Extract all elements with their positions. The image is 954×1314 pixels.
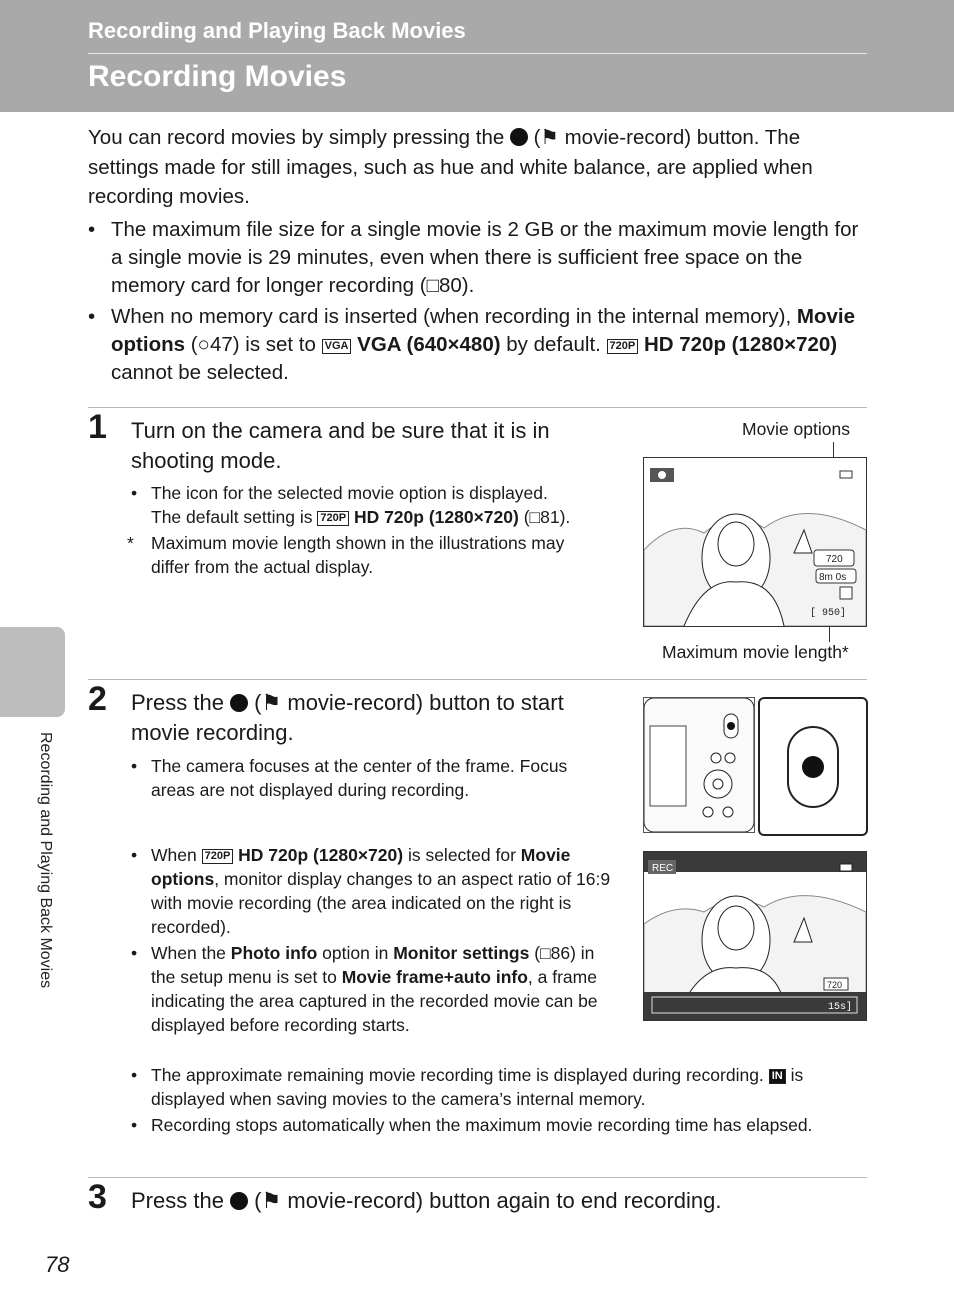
record-button-icon <box>510 128 528 146</box>
step-1-footnote: * Maximum movie length shown in the illustrations may differ from the actual display. <box>131 531 581 579</box>
shooting-screen-graphic <box>644 458 866 626</box>
step-1-title: Turn on the camera and be sure that it is in shooting mode. <box>131 418 550 473</box>
step-1-notes <box>131 481 581 581</box>
hd720-format-icon: 720P <box>607 339 639 354</box>
book-ref-icon: □ <box>426 274 439 297</box>
vga-format-icon: VGA <box>322 339 352 354</box>
movie-camera-icon: ⚑ <box>261 690 282 715</box>
camera-back-illustration <box>643 697 755 833</box>
recording-screen-graphic <box>644 852 866 1020</box>
record-button-zoom <box>758 697 868 836</box>
step-2-focus-note: • The camera focuses at the center of the frame. Focus areas are not displayed during recording. <box>131 754 606 802</box>
step-3-title: Press the (⚑ movie-record) button again to end recording. <box>131 1188 722 1213</box>
internal-memory-icon: IN <box>769 1069 786 1084</box>
section-header <box>0 0 954 112</box>
header-rule <box>88 53 867 54</box>
step-2-photo-info-note: • When the Photo info option in Monitor settings (□86) in the setup menu is set to Movie frame+auto info, a frame indicating the area captured in the recorded movie can be displayed before recording starts. <box>131 941 617 1037</box>
hd720-format-icon: 720P <box>317 511 349 526</box>
movie-camera-icon: ⚑ <box>261 1188 282 1213</box>
menu-ref-icon: ○ <box>197 333 210 356</box>
battery-icon <box>840 471 852 478</box>
book-ref-icon: □ <box>540 943 551 963</box>
record-dot-large <box>802 756 824 778</box>
step-2-notes-c <box>131 1063 871 1139</box>
record-button-icon <box>230 694 248 712</box>
section-title: Recording and Playing Back Movies <box>88 18 466 43</box>
step-2-rule <box>88 679 867 680</box>
camera-lens-icon <box>658 471 666 479</box>
ok-button <box>713 779 723 789</box>
step-2-title: Press the (⚑ movie-record) button to start movie recording. <box>131 690 564 745</box>
movie-camera-icon: ⚑ <box>540 126 559 149</box>
camera-back-graphic <box>644 698 754 832</box>
battery-icon <box>840 864 852 871</box>
shooting-screen <box>643 457 867 627</box>
menu-button <box>725 753 735 763</box>
step-2-auto-stop-note: • Recording stops automatically when the maximum movie recording time has elapsed. <box>131 1113 871 1137</box>
record-dot-small <box>727 722 735 730</box>
record-button-zoom-graphic <box>760 699 866 834</box>
intro-text-a: You can record movies by simply pressing the <box>88 126 505 149</box>
recording-screen <box>643 851 867 1021</box>
step-3-number: 3 <box>88 1178 107 1216</box>
step-2-remaining-time-note: • The approximate remaining movie recording time is displayed during recording. IN is displayed when saving movies to the camera’s internal memory. <box>131 1063 871 1111</box>
page-number: 78 <box>45 1252 70 1277</box>
step-1-note-icon: • The icon for the selected movie option is displayed. The default setting is 720P HD 720p (1280×720) (□81). <box>131 481 581 529</box>
bullet-internal-memory: • When no memory card is inserted (when recording in the internal memory), Movie options (○47) is set to VGA VGA (640×480) by default. 720P HD 720p (1280×720) cannot be selected. <box>88 303 868 387</box>
shots-remaining-text: [ 950] <box>810 608 847 619</box>
record-button-icon <box>230 1192 248 1210</box>
play-button <box>711 753 721 763</box>
time-indicator-text: 8m 0s <box>819 572 847 583</box>
image-size-icon <box>840 587 852 599</box>
rec-badge-text: REC <box>652 863 674 874</box>
top-letterbox <box>644 852 866 872</box>
intro-text-b: movie-record) button. The settings made for still images, such as hue and white balance, are applied when recording movies. <box>88 126 813 208</box>
intro-paragraph: You can record movies by simply pressing the (⚑ movie-record) button. The settings made for still images, such as hue and white balance, are applied when recording movies. <box>88 126 813 208</box>
step-2-note-a <box>131 754 606 804</box>
step-1-number: 1 <box>88 408 107 446</box>
menu-button-lower <box>703 807 713 817</box>
max-length-caption: Maximum movie length* <box>662 642 849 662</box>
step-2-aspect-note: • When 720P HD 720p (1280×720) is selected for Movie options, monitor display changes to an aspect ratio of 16:9 with movie recording (the area indicated on the right is recorded). <box>131 843 617 939</box>
step-3-rule <box>88 1177 867 1178</box>
step-2-notes-b <box>131 843 617 1039</box>
intro-bullets <box>88 216 868 390</box>
page-title: Recording Movies <box>88 60 347 93</box>
format-indicator-text: 720 <box>827 980 843 990</box>
format-indicator-text: 720 <box>826 554 843 565</box>
remaining-time-text: 15s] <box>828 1002 853 1013</box>
chapter-side-label: Recording and Playing Back Movies <box>37 732 54 989</box>
step-2-number: 2 <box>88 680 107 718</box>
woman-face <box>718 906 754 950</box>
camera-monitor <box>650 726 686 806</box>
bullet-file-size: • The maximum file size for a single movie is 2 GB or the maximum movie length for a single movie is 29 minutes, even when there is sufficient free space on the memory card for longer recording (□80). <box>88 216 868 300</box>
chapter-tab <box>0 627 65 717</box>
step-1-rule <box>88 407 867 408</box>
hd720-format-icon: 720P <box>202 849 234 864</box>
delete-button <box>723 807 733 817</box>
woman-face <box>718 522 754 566</box>
book-ref-icon: □ <box>529 507 541 527</box>
movie-options-caption: Movie options <box>742 419 850 439</box>
